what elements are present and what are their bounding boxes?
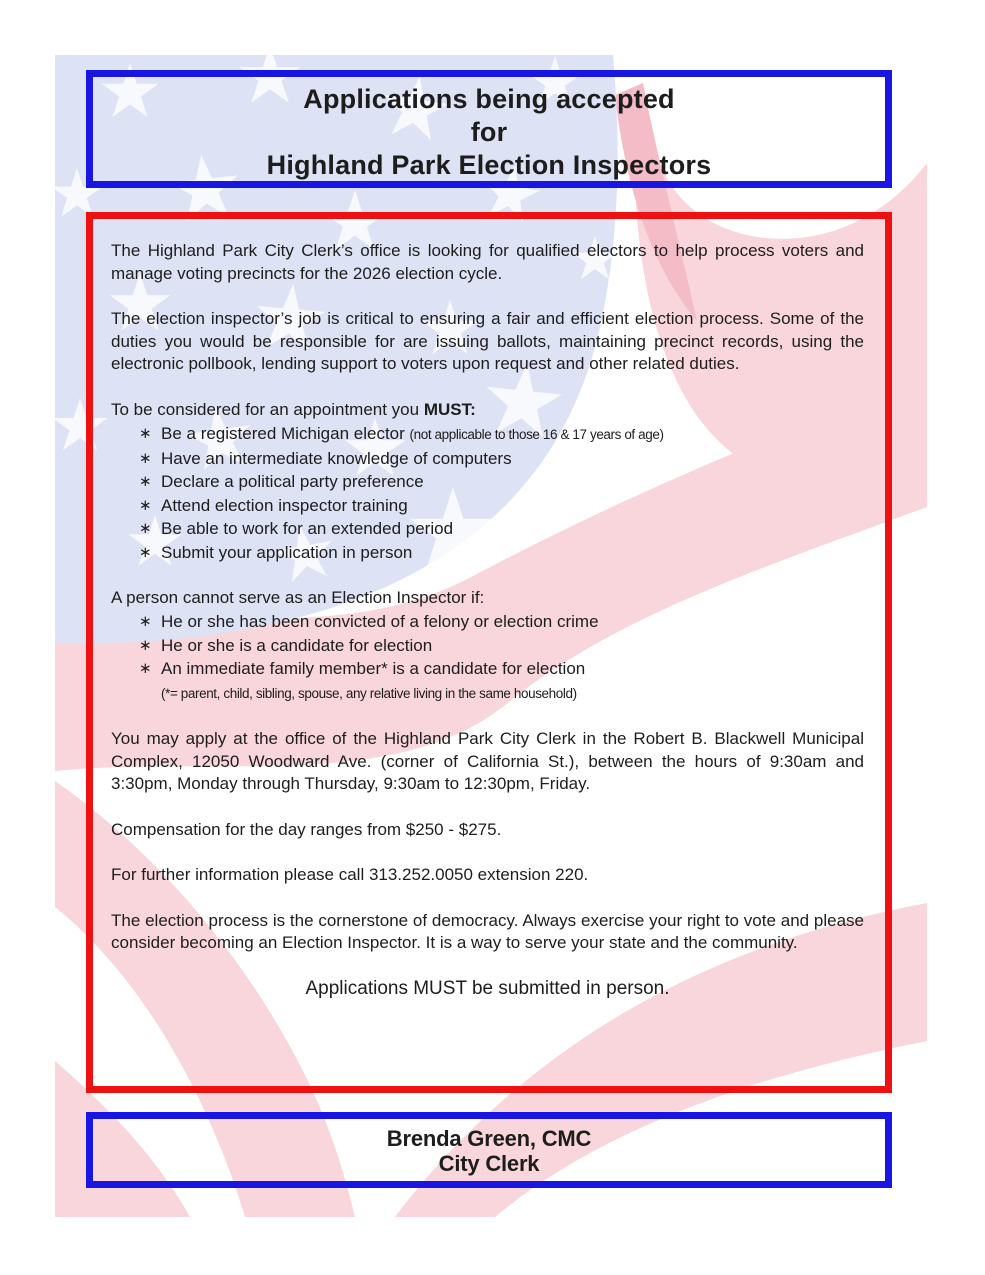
must-heading [111,399,864,422]
asterisk-bullet: ∗ [139,496,152,514]
list-item-text: Attend election inspector training [161,495,408,515]
asterisk-bullet: ∗ [139,613,152,631]
list-item [139,422,864,447]
closing-paragraph: The election process is the cornerstone of democracy. Always exercise your right to vote and please consider becoming an Election Inspector. It is a way to serve your state and the community. [111,910,864,953]
list-item-text: Declare a political party preference [161,472,424,492]
asterisk-bullet: ∗ [139,449,152,467]
must-item-0-note: (not applicable to those 16 & 17 years of age) [409,427,664,442]
must-list [111,422,864,565]
asterisk-bullet: ∗ [139,520,152,538]
asterisk-bullet: ∗ [139,425,152,442]
list-item [139,517,864,541]
compensation-paragraph: Compensation for the day ranges from $250 - $275. [111,819,502,839]
list-item-text: Have an intermediate knowledge of computers [161,448,512,468]
duties-paragraph: The election inspector’s job is critical to ensuring a fair and efficient election process. Some of the duties you would be responsible for are issuing ballots, maintaining precinct records, using the electronic pollbook, lending support to voters upon request and other related duties. [111,309,864,373]
list-item-text [161,422,664,447]
flyer-title-line1: Applications being accepted [303,84,675,114]
flyer-title-line3: Highland Park Election Inspectors [266,150,712,180]
list-item-text: He or she is a candidate for election [161,635,433,655]
list-item [139,470,864,494]
list-item-text: Be able to work for an extended period [161,519,454,539]
asterisk-bullet: ∗ [139,543,152,561]
asterisk-bullet: ∗ [139,660,152,678]
must-item-0: Be a registered Michigan elector [161,424,405,443]
intro-paragraph: The Highland Park City Clerk’s office is looking for qualified electors to help process voters and manage voting precincts for the 2026 election cycle. [111,241,864,283]
list-item [139,447,864,471]
list-item-text: He or she has been convicted of a felony or election crime [161,612,599,632]
asterisk-bullet: ∗ [139,473,152,491]
list-item [139,634,864,658]
contact-paragraph: For further information please call 313.252.0050 extension 220. [111,865,589,885]
list-item [139,541,864,565]
cannot-heading: A person cannot serve as an Election Inspector if: [111,587,485,607]
submit-notice: Applications MUST be submitted in person. [305,977,670,999]
flyer-title-line2: for [470,117,508,147]
clerk-name: Brenda Green, CMC [386,1126,592,1151]
family-member-footnote: (*= parent, child, sibling, spouse, any relative living in the same household) [161,685,577,701]
list-item [139,494,864,518]
list-item [139,657,864,681]
apply-paragraph: You may apply at the office of the Highland Park City Clerk in the Robert B. Blackwell Municipal Complex, 12050 Woodward Ave. (corner of California St.), between the hours of 9:30am and 3:30pm, Monday through Thursday, 9:30am to 12:30pm, Friday. [111,729,864,794]
clerk-title: City Clerk [438,1151,540,1176]
cannot-list [111,610,864,681]
list-item-text: An immediate family member* is a candidate for election [161,659,586,679]
list-item-text: Submit your application in person [161,542,413,562]
list-item [139,610,864,634]
asterisk-bullet: ∗ [139,636,152,654]
signature-box [86,1112,892,1188]
must-heading-bold: MUST: [423,399,476,419]
must-heading-text: To be considered for an appointment you [111,399,424,419]
title-box [86,70,892,188]
content-box [86,212,892,1093]
